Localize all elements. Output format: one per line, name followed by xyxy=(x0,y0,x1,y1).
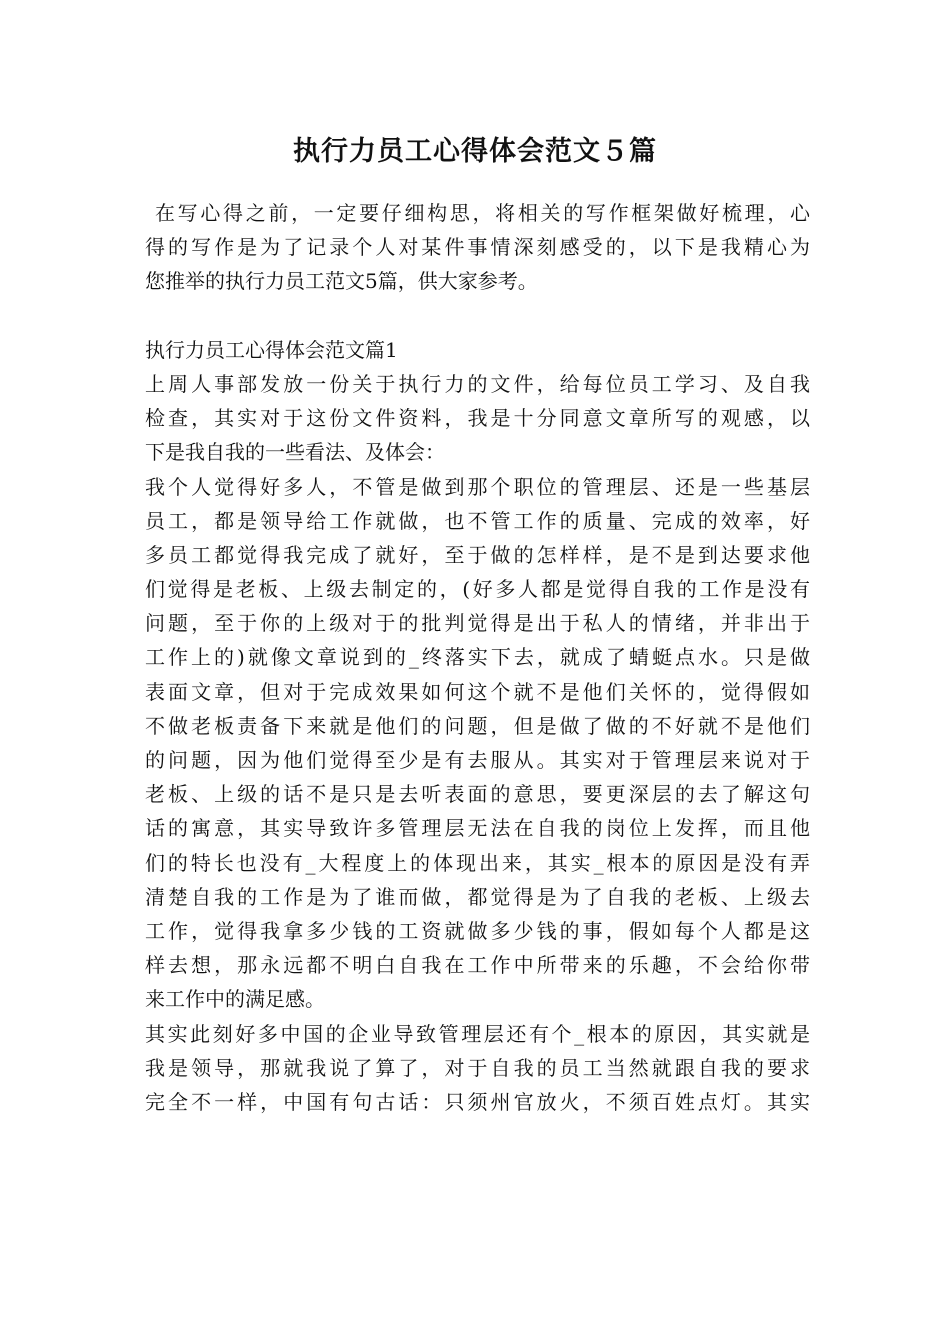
text-line: 工作，觉得我拿多少钱的工资就做多少钱的事，假如每个人都是这 xyxy=(145,918,810,943)
text-line: 们的特长也没有_大程度上的体现出来，其实_根本的原因是没有弄 xyxy=(145,850,810,875)
paragraph-3 xyxy=(145,1017,810,1120)
paragraph-1 xyxy=(145,367,810,470)
section-heading: 执行力员工心得体会范文篇1 xyxy=(145,337,398,362)
document-body xyxy=(145,196,810,1119)
text-line: 在写心得之前，一定要仔细构思，将相关的写作框架做好梳理，心 xyxy=(155,201,810,225)
text-line: 来工作中的满足感。 xyxy=(145,987,325,1012)
text-line: 其实此刻好多中国的企业导致管理层还有个_根本的原因，其实就是 xyxy=(145,1021,810,1046)
text-line: 工作上的)就像文章说到的_终落实下去，就成了蜻蜓点水。只是做 xyxy=(145,645,810,670)
text-line: 老板、上级的话不是只是去听表面的意思，要更深层的去了解这句 xyxy=(145,782,810,807)
text-line: 检查，其实对于这份文件资料，我是十分同意文章所写的观感，以 xyxy=(145,406,810,431)
text-line: 员工，都是领导给工作就做，也不管工作的质量、完成的效率，好 xyxy=(145,508,810,533)
text-line: 问题，至于你的上级对于的批判觉得是出于私人的情绪，并非出于 xyxy=(145,611,810,636)
text-line: 得的写作是为了记录个人对某件事情深刻感受的，以下是我精心为 xyxy=(145,235,810,260)
text-line: 的问题，因为他们觉得至少是有去服从。其实对于管理层来说对于 xyxy=(145,748,810,772)
text-line: 话的寓意，其实导致许多管理层无法在自我的岗位上发挥，而且他 xyxy=(145,816,810,841)
paragraph-gap xyxy=(145,299,810,333)
text-line: 完全不一样，中国有句古话：只须州官放火，不须百姓点灯。其实 xyxy=(145,1089,810,1114)
text-line: 表面文章，但对于完成效果如何这个就不是他们关怀的，觉得假如 xyxy=(145,679,810,704)
intro-paragraph xyxy=(145,196,810,299)
text-line: 清楚自我的工作是为了谁而做，都觉得是为了自我的老板、上级去 xyxy=(145,884,810,909)
text-line: 们觉得是老板、上级去制定的，(好多人都是觉得自我的工作是没有 xyxy=(145,577,810,602)
text-line: 您推举的执行力员工范文5篇，供大家参考。 xyxy=(145,269,538,294)
text-line: 多员工都觉得我完成了就好，至于做的怎样样，是不是到达要求他 xyxy=(145,542,810,567)
text-line: 我是领导，那就我说了算了，对于自我的员工当然就跟自我的要求 xyxy=(145,1055,810,1080)
text-line: 样去想，那永远都不明白自我在工作中所带来的乐趣，不会给你带 xyxy=(145,953,810,978)
text-line: 我个人觉得好多人，不管是做到那个职位的管理层、还是一些基层 xyxy=(145,474,810,499)
text-line: 上周人事部发放一份关于执行力的文件，给每位员工学习、及自我 xyxy=(145,371,810,396)
page-title: 执行力员工心得体会范文５篇 xyxy=(293,136,657,167)
paragraph-2 xyxy=(145,470,810,1017)
text-line: 下是我自我的一些看法、及体会： xyxy=(145,440,445,465)
text-line: 不做老板责备下来就是他们的问题，但是做了做的不好就不是他们 xyxy=(145,713,810,738)
